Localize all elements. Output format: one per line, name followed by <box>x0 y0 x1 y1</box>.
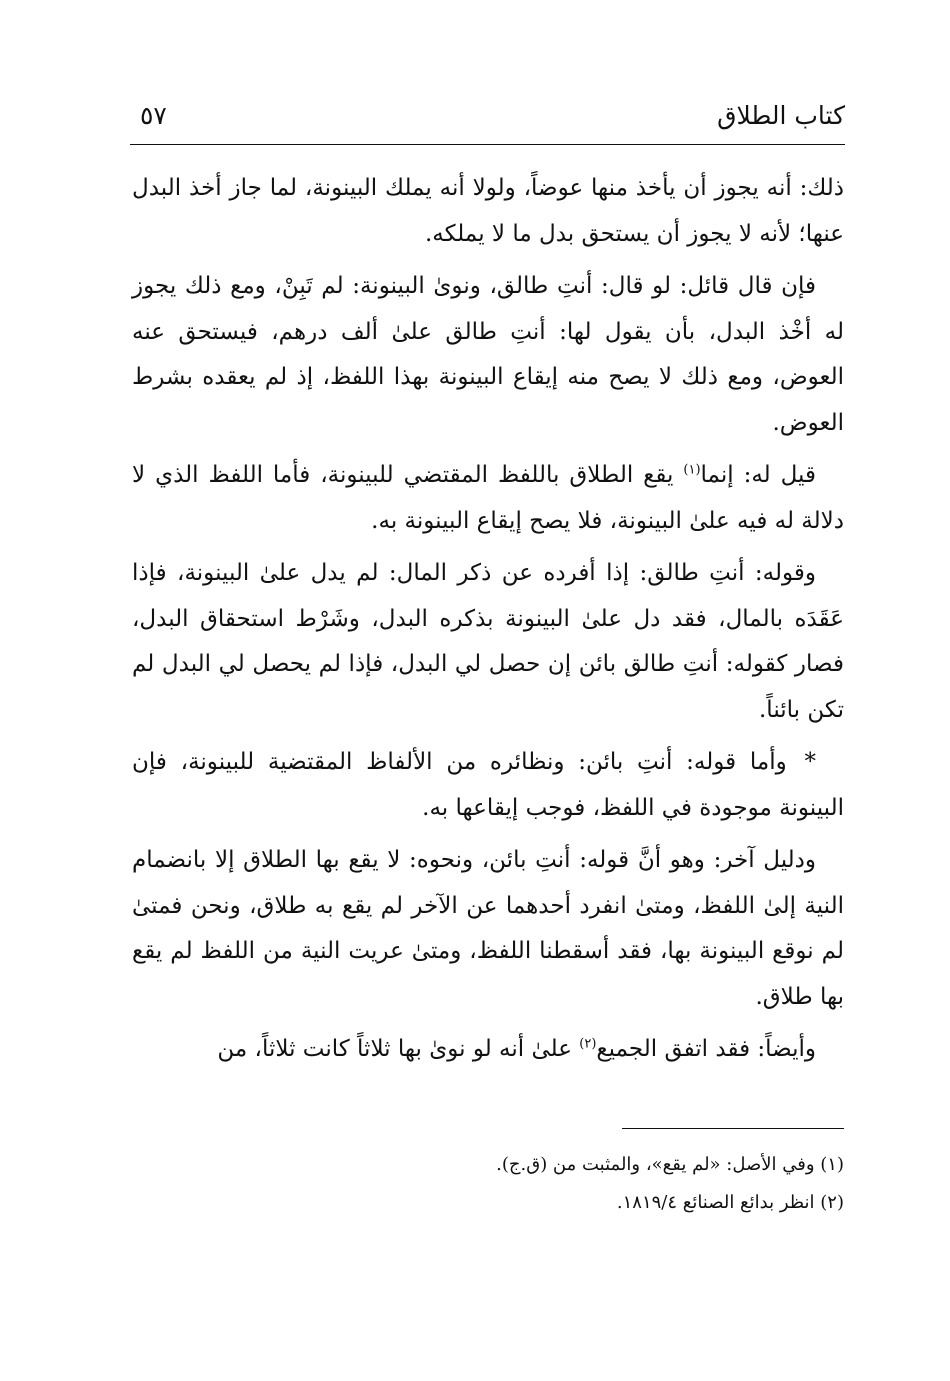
paragraph-4 <box>132 551 844 733</box>
running-header <box>130 96 845 140</box>
footnote-rule <box>622 1128 844 1129</box>
footnote-marker-1: (١) <box>683 462 701 478</box>
paragraph-6 <box>132 838 844 1020</box>
paragraph-text: وقوله: أنتِ طالق: إذا أفرده عن ذكر المال: لم يدل علىٰ البينونة، فإذا عَقَدَه بالمال، فقد دل علىٰ البينونة بذكره البدل، وشَرْط استحقاق البدل، فصار كقوله: أنتِ طالق بائن إن حصل لي البدل، فإذا لم يحصل لي البدل لم تكن بائناً. <box>132 560 844 723</box>
paragraph-text: علىٰ أنه لو نوىٰ بها ثلاثاً كانت ثلاثاً، من <box>217 1036 580 1062</box>
paragraph-3 <box>132 453 844 544</box>
footnotes <box>300 1146 844 1222</box>
paragraph-7 <box>132 1027 844 1073</box>
paragraph-text: فإن قال قائل: لو قال: أنتِ طالق، ونوىٰ البينونة: لم تَبِنْ، ومع ذلك يجوز له أخْذ البدل، بأن يقول لها: أنتِ طالق علىٰ ألف درهم، فيستحق عنه العوض، ومع ذلك لا يصح منه إيقاع البينونة بهذا اللفظ، إذ لم يعقده بشرط العوض. <box>132 273 844 436</box>
paragraph-2 <box>132 264 844 446</box>
running-title: كتاب الطلاق <box>717 101 845 130</box>
paragraph-text: ذلك: أنه يجوز أن يأخذ منها عوضاً، ولولا أنه يملك البينونة، لما جاز أخذ البدل عنها؛ لأنه لا يجوز أن يستحق بدل ما لا يملكه. <box>132 175 844 247</box>
paragraph-text: وأما قوله: أنتِ بائن: ونظائره من الألفاظ المقتضية للبينونة، فإن البينونة موجودة في اللفظ، فوجب إيقاعها به. <box>132 749 844 821</box>
paragraph-text: وأيضاً: فقد اتفق الجميع <box>596 1036 816 1062</box>
paragraph-text: ودليل آخر: وهو أنَّ قوله: أنتِ بائن، ونحوه: لا يقع بها الطلاق إلا بانضمام النية إلىٰ اللفظ، ومتىٰ انفرد أحدهما عن الآخر لم يقع به طلاق، ونحن فمتىٰ لم نوقع البينونة بها، فقد أسقطنا اللفظ، ومتىٰ عريت النية من اللفظ لم يقع بها طلاق. <box>132 847 844 1010</box>
footnote-marker-2: (٢) <box>579 1036 597 1052</box>
main-text <box>132 166 844 1080</box>
paragraph-text: قيل له: إنما <box>700 462 816 488</box>
paragraph-5 <box>132 740 844 831</box>
footnote-2: (٢) انظر بدائع الصنائع ١٨١٩/٤. <box>616 1192 844 1213</box>
paragraph-text: يقع الطلاق باللفظ المقتضي للبينونة، فأما اللفظ الذي لا دلالة له فيه علىٰ البينونة، فلا يصح إيقاع البينونة به. <box>132 462 844 534</box>
page-number: ٥٧ <box>140 101 167 130</box>
header-rule <box>130 144 845 145</box>
section-star-marker: * <box>804 749 816 775</box>
footnote-1: (١) وفي الأصل: «لم يقع»، والمثبت من (ق.ج). <box>496 1154 844 1175</box>
paragraph-1 <box>132 166 844 257</box>
